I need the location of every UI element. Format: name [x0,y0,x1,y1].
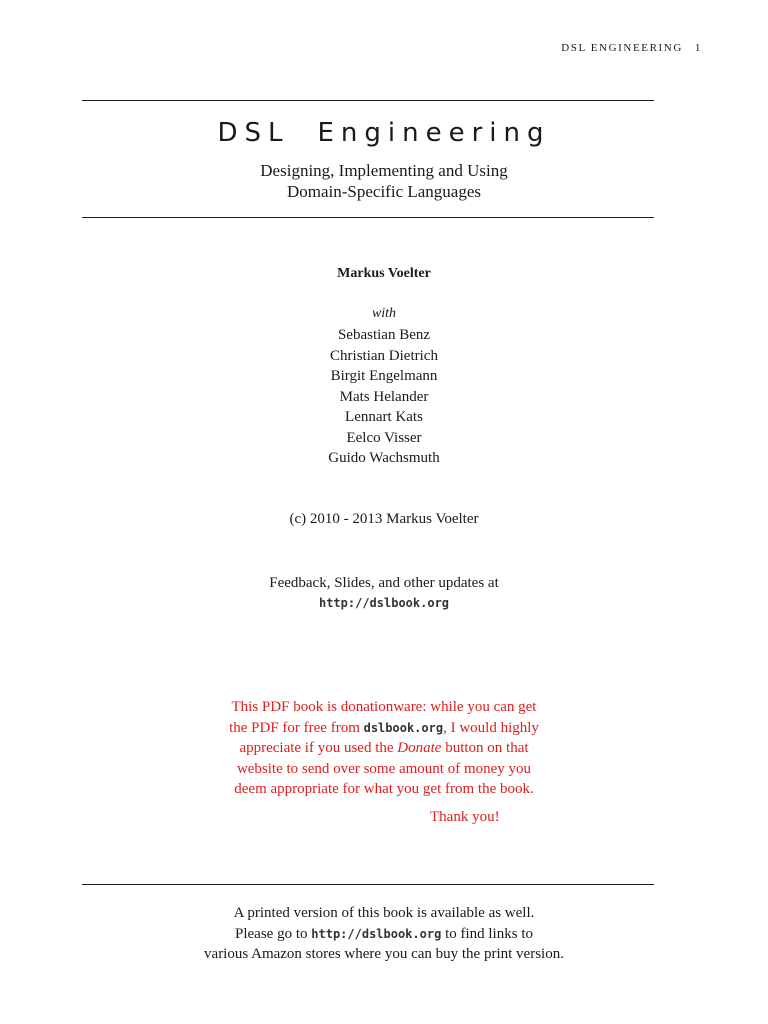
top-rule [82,100,654,101]
print-info-line-2-post: to find links to [441,925,533,942]
donation-line-2-pre: the PDF for free from [229,719,364,736]
contributor: Guido Wachsmuth [328,450,440,466]
feedback-section [0,573,768,613]
contributor: Christian Dietrich [330,347,438,364]
book-title [0,118,768,148]
book-title-part1: DSL [217,118,290,148]
donation-line-5: deem appropriate for what you get from the book. [234,781,534,797]
print-info-line-3: various Amazon stores where you can buy the print version. [204,946,564,962]
subtitle-line-2: Domain-Specific Languages [286,182,481,201]
contributor: Mats Helander [339,388,429,405]
book-subtitle [0,160,768,202]
with-label: with [371,306,397,321]
print-info-url-link[interactable]: http://dslbook.org [311,926,442,941]
donation-line-3-post: button on that [441,740,529,756]
contributors-list [0,325,768,469]
book-title-part2: Engineering [317,118,551,148]
feedback-url-link[interactable]: http://dslbook.org [318,596,450,610]
donation-site-link[interactable]: dslbook.org [363,720,444,735]
donation-line-4: website to send over some amount of money you [236,760,532,777]
donation-line-3-pre: appreciate if you used the [239,740,398,756]
donation-line-2 [0,718,768,739]
feedback-text: Feedback, Slides, and other updates at [269,575,499,591]
running-title: DSL ENGINEERING [561,42,683,54]
contributor: Sebastian Benz [337,327,431,343]
donate-emphasis: Donate [397,740,442,756]
print-version-info [0,903,768,965]
contributor: Lennart Kats [345,409,423,425]
donation-line-2-post: , I would highly [443,719,539,736]
running-header [561,42,702,54]
page-number: 1 [694,42,702,54]
author-name: Markus Voelter [337,266,431,281]
copyright-notice: (c) 2010 - 2013 Markus Voelter [289,511,479,527]
bottom-rule [82,884,654,885]
print-info-line-2 [0,924,768,945]
print-info-line-1: A printed version of this book is available as well. [233,905,535,921]
contributor: Eelco Visser [346,429,422,446]
donation-notice [0,697,768,800]
title-bottom-rule [82,217,654,218]
thank-you-text: Thank you! [430,809,500,825]
print-info-line-2-pre: Please go to [235,925,312,942]
subtitle-line-1: Designing, Implementing and Using [260,161,508,180]
contributor: Birgit Engelmann [330,368,438,384]
donation-line-3 [0,738,768,759]
donation-line-1: This PDF book is donationware: while you can get [231,699,537,715]
